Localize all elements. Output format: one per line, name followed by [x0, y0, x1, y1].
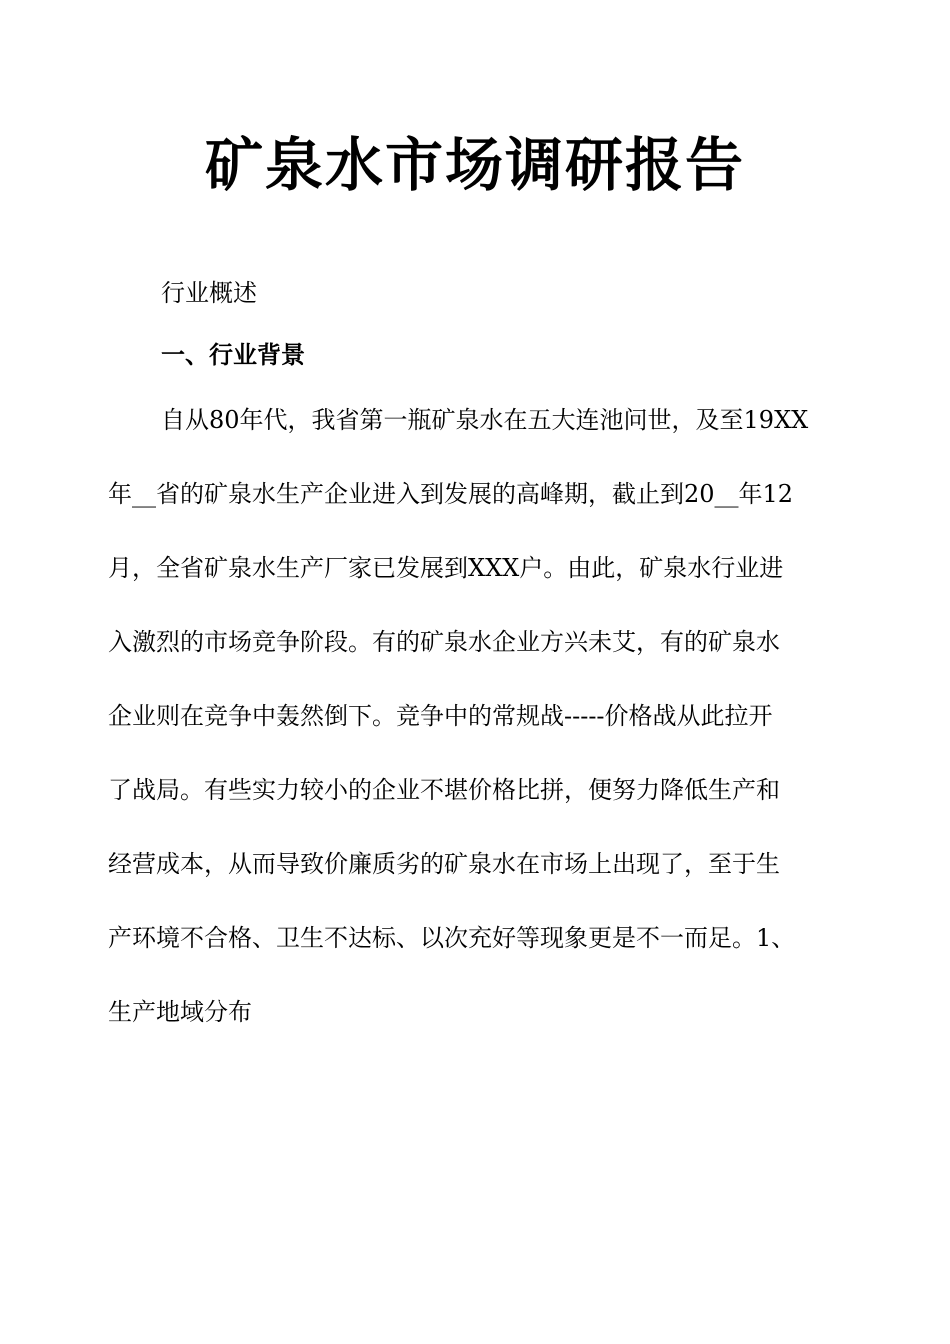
paragraph-line: 了战局。有些实力较小的企业不堪价格比拼，便努力降低生产和: [108, 776, 780, 804]
paragraph-line: 产环境不合格、卫生不达标、以次充好等现象更是不一而足。1、: [108, 924, 796, 952]
document-title: 矿泉水市场调研报告: [204, 131, 745, 199]
paragraph-line: 年__省的矿泉水生产企业进入到发展的高峰期，截止到20__年12: [108, 480, 794, 508]
section-heading: 一、行业背景: [161, 341, 305, 369]
paragraph-line: 自从80年代，我省第一瓶矿泉水在五大连池问世，及至19XX: [161, 406, 809, 434]
paragraph-line: 生产地域分布: [108, 998, 252, 1026]
paragraph-line: 企业则在竞争中轰然倒下。竞争中的常规战-----价格战从此拉开: [108, 702, 773, 730]
paragraph-line: 入激烈的市场竞争阶段。有的矿泉水企业方兴未艾，有的矿泉水: [108, 628, 780, 656]
paragraph-line: 月，全省矿泉水生产厂家已发展到XXX户。由此，矿泉水行业进: [108, 554, 784, 582]
paragraph-line: 经营成本，从而导致价廉质劣的矿泉水在市场上出现了，至于生: [108, 850, 780, 878]
section-label: 行业概述: [161, 279, 257, 307]
